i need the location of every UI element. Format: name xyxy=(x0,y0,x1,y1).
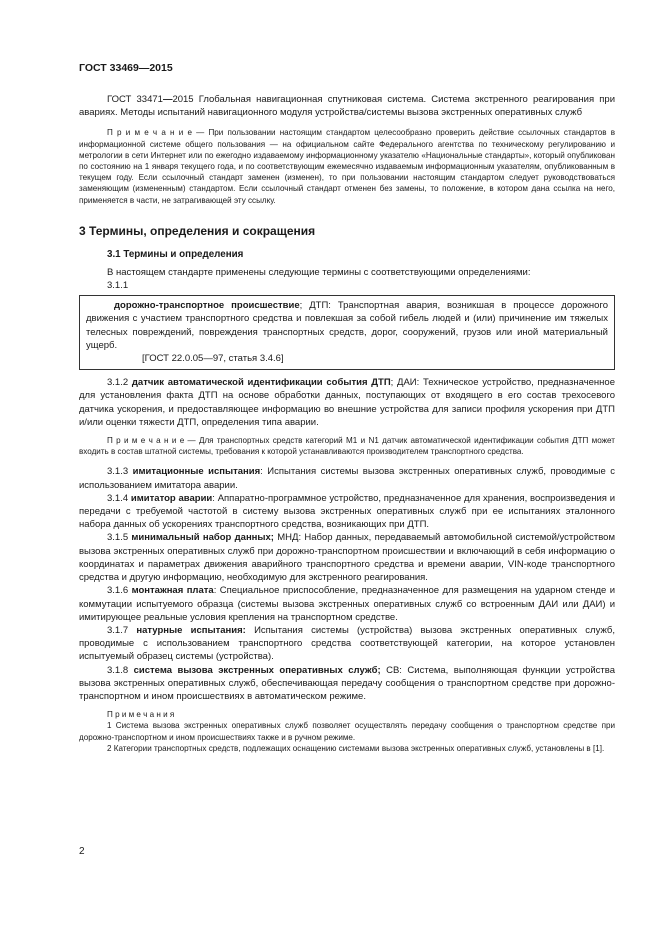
term-3-1-8-note-1: 1 Система вызова экстренных оперативных служб позволяет осуществлять передачу сообщения о транспортном средстве при дорожно-транспортном и ином происшествиях также и в ручном режиме. xyxy=(79,721,615,742)
term-definition: : Специальное приспособление, предназначенное для размещения на ударном стенде и коммутации испытуемого образца (системы вызова экстренных оперативных служб со встроенным ДАИ или ДАИ) и имитирующее реальные условия крепления на транспортном средстве. xyxy=(79,585,616,623)
term-3-1-6 xyxy=(79,584,615,624)
term-name: имитатор аварии xyxy=(130,492,213,504)
term-number: 3.1.5 xyxy=(107,532,132,544)
term-definition: : Аппаратно-программное устройство, предназначенное для хранения, воспроизведения и передачи с требуемой частотой в систему вызова экстренных оперативных служб при ее испытаниях эталонного набора данных об ускорениях транспортного средства, возникающих при ДТП. xyxy=(79,492,615,531)
section-title: 3 Термины, определения и сокращения xyxy=(79,223,316,238)
term-name: минимальный набор данных; xyxy=(131,532,274,544)
term-number-3-1-1: 3.1.1 xyxy=(107,280,129,292)
term-3-1-3 xyxy=(79,465,615,491)
term-source-reference: [ГОСТ 22.0.05—97, статья 3.4.6] xyxy=(142,353,284,365)
term-number: 3.1.3 xyxy=(107,466,133,478)
term-3-1-8-note-2: 2 Категории транспортных средств, подлежащих оснащению системами вызова экстренных оперативных служб, установлены в [1]. xyxy=(107,743,605,753)
term-box-3-1-1 xyxy=(79,295,615,370)
term-number: 3.1.4 xyxy=(107,492,131,504)
reference-paragraph xyxy=(79,93,615,119)
term-3-1-1 xyxy=(86,299,608,352)
term-3-1-5 xyxy=(79,531,615,584)
subsection-title: 3.1 Термины и определения xyxy=(107,248,244,260)
term-name: система вызова экстренных оперативных служб; xyxy=(133,664,381,676)
ref-standard-title: 2015 Глобальная навигационная спутниковая система. Система экстренного реагирования при авариях. Методы испытаний навигационного модуля устройства/системы вызова экстренных оперативных служб xyxy=(79,94,616,119)
note-label: П р и м е ч а н и е xyxy=(107,128,192,138)
document-header: ГОСТ 33469—2015 xyxy=(79,62,173,74)
term-3-1-8-notes-label: П р и м е ч а н и я xyxy=(107,710,175,720)
note-text: — Для транспортных средств категорий М1 и N1 датчик автоматической идентификации события ДТП может входить в состав штатной системы, требования к которой устанавливаются производителем транспортного средства. xyxy=(79,436,615,457)
terms-intro: В настоящем стандарте применены следующие термины с соответствующими определениями: xyxy=(107,266,531,278)
term-number: 3.1.6 xyxy=(107,585,132,597)
term-name: имитационные испытания xyxy=(132,466,261,478)
term-3-1-2-note xyxy=(79,435,615,457)
reference-note xyxy=(79,127,615,205)
term-3-1-4 xyxy=(79,492,615,532)
term-number: 3.1.7 xyxy=(107,624,137,636)
term-name: датчик автоматической идентификации события ДТП xyxy=(131,377,391,389)
ref-dash: — xyxy=(162,94,173,105)
term-3-1-8 xyxy=(79,664,615,704)
term-3-1-2 xyxy=(79,376,615,429)
term-number: 3.1.8 xyxy=(107,664,134,676)
term-definition: СВ: Система, выполняющая функции устройства вызова экстренных оперативных служб, обеспечивающая передачу сообщения о транспортном средстве при дорожно-транспортном и ином происшествиях в автоматическом режиме. xyxy=(79,664,615,702)
term-definition: Испытания системы (устройства) вызова экстренных оперативных служб, проводимые с использованием транспортного средства соответствующей категории, на которое установлен испытуемый образец системы (устройства). xyxy=(79,624,615,663)
page-content xyxy=(79,90,615,754)
term-definition: : Испытания системы вызова экстренных оперативных служб, проводимые с использованием имитатора аварии. xyxy=(79,466,615,491)
term-3-1-7 xyxy=(79,624,615,664)
ref-standard-id: ГОСТ 33471 xyxy=(107,94,163,105)
note-label: П р и м е ч а н и е xyxy=(107,436,185,446)
term-name: натурные испытания: xyxy=(136,624,246,636)
page-number: 2 xyxy=(79,846,85,857)
term-number: 3.1.2 xyxy=(107,377,132,389)
term-definition: МНД: Набор данных, передаваемый автомобильной системой/устройством вызова экстренных оперативных служб при дорожно-транспортном происшествии и включающий в себя информацию о координатах и параметрах движения аварийного транспортного средства и времени аварии, VIN-коде транспортного средства и другую информацию, необходимую для экстренного реагирования. xyxy=(79,532,615,584)
note-text: — При пользовании настоящим стандартом целесообразно проверить действие ссылочных стандартов в информационной системе общего пользования — на официальном сайте Федерального агентства по техническому регулированию и метрологии в сети Интернет или по ежегодно издаваемому информационному указателю «Национальные стандарты», который опубликован по состоянию на 1 января текущего года, и по соответствующим ежемесячно издаваемым информационным указателям, опубликованным в текущем году. Если ссылочный стандарт заменен (изменен), то при пользовании настоящим стандартом следует руководствоваться заменяющим (измененным) стандартом. Если ссылочный стандарт отменен без замены, то положение, в котором дана ссылка на него, применяется в части, не затрагивающей эту ссылку. xyxy=(79,128,615,205)
term-name: монтажная плата xyxy=(131,585,214,597)
term-definition: ; ДТП: Транспортная авария, возникшая в процессе дорожного движения с участием транспортного средства и повлекшая за собой гибель людей и (или) причинение им тяжелых телесных повреждений, повреждения транспортных средств, дорог, сооружений, грузов или иной материальный ущерб. xyxy=(86,300,609,351)
term-definition: ; ДАИ: Техническое устройство, предназначенное для установления факта ДТП на основе обработки данных, поступающих от входящего в его состав трехосевого датчика ускорения, и предоставляющее информацию во внешние устройства для записи профиля ускорения при ДТП и/или оценки тяжести ДТП, определения типа аварии. xyxy=(79,377,615,428)
term-name: дорожно-транспортное происшествие xyxy=(114,300,300,312)
